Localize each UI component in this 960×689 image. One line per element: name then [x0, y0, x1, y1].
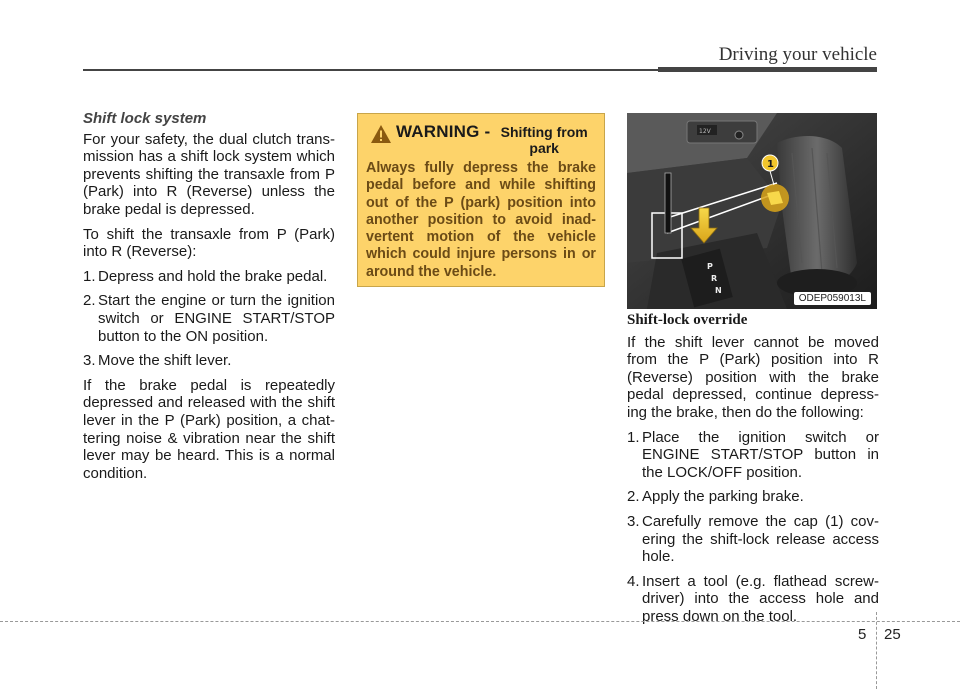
step-item — [627, 488, 879, 506]
gear-letter: N — [715, 286, 722, 295]
warning-body: Always fully depress the brake pedal before and while shifting out of the P (park) position into another position to avoid inad-vertent motion of the vehicle which could injure persons in or around the vehicle. — [366, 160, 596, 280]
warning-topic: Shifting from park — [500, 124, 588, 156]
left-column — [83, 110, 335, 489]
step-item — [83, 268, 335, 286]
override-title: Shift-lock override — [627, 312, 748, 328]
step-number: 2. — [83, 292, 96, 310]
step-text: Place the ignition switch or ENGINE START/STOP button in the LOCK/OFF position. — [642, 428, 879, 481]
panel-label: 12V — [699, 128, 711, 135]
shift-lever-illustration — [627, 113, 877, 309]
figure-code: ODEP059013L — [794, 292, 871, 305]
step-text: Apply the parking brake. — [642, 488, 804, 506]
step-number: 1. — [83, 267, 96, 285]
step-text: Insert a tool (e.g. flathead screw-driver) into the access hole and press down on the tool. — [642, 572, 879, 625]
shift-lock-lead: To shift the transaxle from P (Park) into R (Reverse): — [83, 225, 335, 261]
right-column — [627, 312, 879, 633]
shift-lock-subtitle: Shift lock system — [83, 110, 207, 127]
warning-box — [357, 113, 605, 287]
step-item — [627, 429, 879, 482]
gear-letter: R — [711, 274, 718, 283]
shift-lock-intro: For your safety, the dual clutch trans-mission has a shift lock system which prevents shifting the transaxle from P (Park) into R (Reverse) unless the brake pedal is depressed. — [83, 130, 335, 218]
step-text: Move the shift lever. — [98, 352, 232, 370]
step-item — [83, 292, 335, 345]
step-number: 2. — [627, 488, 640, 506]
footer-rule — [0, 621, 960, 622]
step-number: 3. — [83, 352, 96, 370]
shift-lock-note: If the brake pedal is repeatedly depressed and released with the shift lever in the P (Park) position, a chat-tering noise & vibration near the shift lever may be heard. This is a normal condition. — [83, 376, 335, 482]
step-number: 4. — [627, 572, 640, 590]
step-item — [627, 573, 879, 626]
warning-triangle-icon — [370, 124, 392, 144]
section-title: Driving your vehicle — [718, 44, 877, 65]
step-item — [83, 352, 335, 370]
step-text: Depress and hold the brake pedal. — [98, 267, 328, 285]
step-number: 3. — [627, 512, 640, 530]
footer-divider — [876, 612, 877, 689]
step-item — [627, 513, 879, 566]
override-intro: If the shift lever cannot be moved from the P (Park) position into R (Reverse) position with the brake pedal depressed, continue depress-ing the brake, then do the following: — [627, 333, 879, 421]
header-rule-accent — [658, 67, 877, 72]
step-text: Start the engine or turn the ignition switch or ENGINE START/STOP button to the ON position. — [98, 292, 335, 345]
step-number: 1. — [627, 428, 640, 446]
warning-label: WARNING - — [396, 122, 491, 141]
step-text: Carefully remove the cap (1) cov-ering the shift-lock release access hole. — [642, 512, 879, 566]
page-number: 25 — [884, 626, 901, 643]
warning-header — [358, 114, 604, 156]
shift-lever-figure — [627, 113, 877, 309]
callout-number: 1 — [767, 159, 774, 170]
chapter-number: 5 — [858, 626, 867, 643]
gear-letter: P — [707, 262, 713, 271]
